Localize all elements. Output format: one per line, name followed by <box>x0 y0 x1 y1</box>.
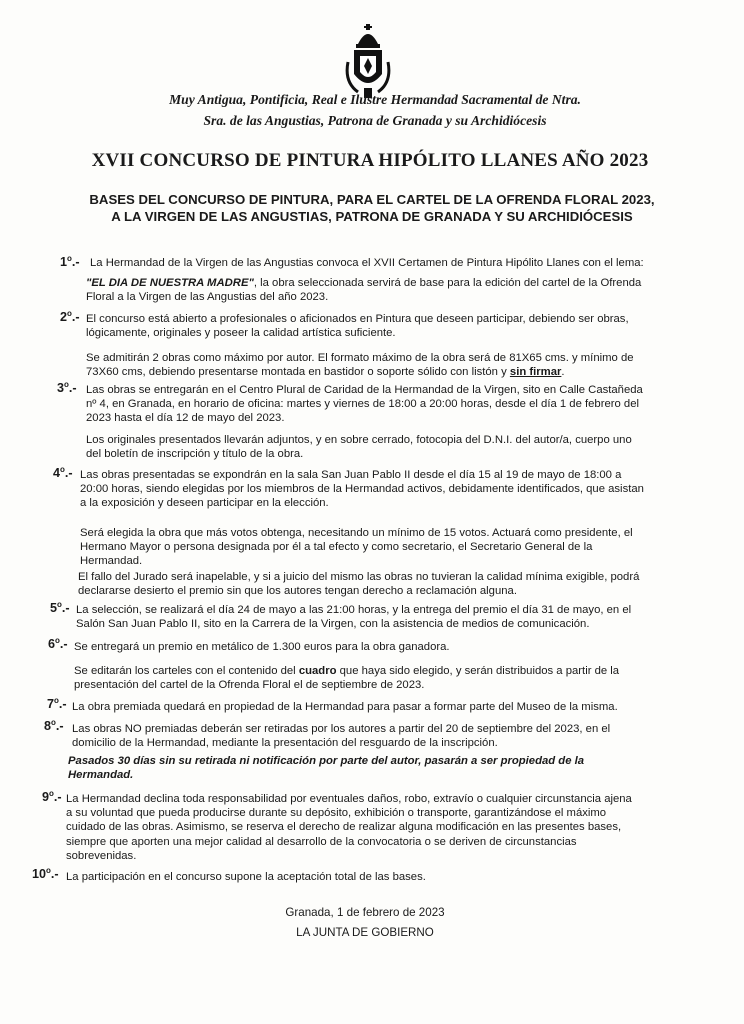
base-6-line3: presentación del cartel de la Ofrenda Floral el de septiembre de 2023. <box>74 679 425 692</box>
base-2 <box>86 312 686 340</box>
base-9-line5: sobrevenidas. <box>66 849 137 862</box>
signatory: LA JUNTA DE GOBIERNO <box>296 926 434 939</box>
base-6-line2c: que haya sido elegido, y serán distribuidos a partir de la <box>339 665 620 677</box>
base-4-line4: Será elegida la obra que más votos obtenga, necesitando un mínimo de 15 votos. Actuará como presidente, el <box>80 527 633 539</box>
base-4-line5: Hermano Mayor o persona designada por él a tal efecto y como secretario, el Secretario General de la <box>80 541 593 554</box>
base-4-para2 <box>80 526 690 569</box>
base-6-line2a: Se editarán los carteles con el contenido del <box>74 665 296 677</box>
base-9-line1: La Hermandad declina toda responsabilidad por eventuales daños, robo, extravío o cualquier circunstancia ajena <box>66 793 632 805</box>
base-2-line3: Se admitirán 2 obras como máximo por autor. El formato máximo de la obra será de 81X65 cms. y mínimo de <box>86 352 634 364</box>
base-4 <box>80 468 690 511</box>
base-3-para2 <box>86 433 686 461</box>
base-8-para2 <box>68 754 690 782</box>
base-4-line7: El fallo del Jurado será inapelable, y si a juicio del mismo las obras no tuvieran la calidad mínima exigible, podrá <box>78 571 640 583</box>
base-2-line2: lógicamente, originales y poseer la calidad artística suficiente. <box>86 327 396 340</box>
base-7-line1: La obra premiada quedará en propiedad de la Hermandad para pasar a formar parte del Museo de la misma. <box>72 701 618 713</box>
base-5-line1: La selección, se realizará el día 24 de mayo a las 21:00 horas, y la entrega del premio el día 31 de mayo, en el <box>76 604 632 616</box>
base-4-line6: Hermandad. <box>80 555 143 568</box>
base-6-painting: cuadro <box>298 665 337 677</box>
base-number-2: 2$^o$.- <box>60 309 80 324</box>
base-1-line3: Floral a la Virgen de las Angustias del año 2023. <box>86 291 329 304</box>
base-2-unsigned: sin firmar <box>509 366 562 379</box>
base-8-line3: Pasados 30 días sin su retirada ni notificación por parte del autor, pasarán a ser propiedad de la <box>68 755 585 767</box>
base-8 <box>72 722 690 750</box>
document-subtitle <box>40 192 704 225</box>
base-6-para2 <box>74 664 690 692</box>
base-4-line8: declararse desierto el premio sin que los autores tengan derecho a reclamación alguna. <box>78 585 517 598</box>
base-1-motto: "EL DIA DE NUESTRA MADRE" <box>86 277 254 289</box>
base-1 <box>90 256 678 270</box>
base-2-line1: El concurso está abierto a profesionales o aficionados en Pintura que deseen participar, debiendo ser obras, <box>86 313 629 325</box>
organization-name-line1: Muy Antigua, Pontificia, Real e Ilustre Hermandad Sacramental de Ntra. <box>169 92 581 107</box>
base-4-line1: Las obras presentadas se expondrán en la sala San Juan Pablo II desde el día 15 al 19 de mayo de 18:00 a <box>80 469 622 481</box>
base-number-1: 1$^o$.- <box>60 254 80 269</box>
base-9 <box>66 792 692 863</box>
base-8-line2: domicilio de la Hermandad, mediante la presentación del resguardo de la inscripción. <box>72 737 498 750</box>
base-8-line4: Hermandad. <box>68 769 134 782</box>
base-2-para2: Se admitirán 2 obras como máximo por autor. El formato máximo de la obra será de 81X65 cms. y mínimo de 73X60 cms, debiendo presentarse montada en bastidor o soporte sólido con listón y sin firmar. <box>86 351 686 379</box>
base-9-line4: siempre que aporten una mejor calidad al desarrollo de la convocatoria o se deriven de circunstancias <box>66 835 577 848</box>
base-3-line4: Los originales presentados llevarán adjuntos, y en sobre cerrado, fotocopia del D.N.I. del autor/a, cuerpo uno <box>86 434 632 446</box>
base-6-line1: Se entregará un premio en metálico de 1.300 euros para la obra ganadora. <box>74 641 450 653</box>
base-2-line4: 73X60 cms, debiendo presentarse montada en bastidor o soporte sólido con listón y <box>86 366 507 379</box>
signing-date: Granada, 1 de febrero de 2023 <box>285 906 445 919</box>
base-number-5: 5$^o$.- <box>50 600 70 615</box>
base-number-3: 3$^o$.- <box>57 380 77 395</box>
subtitle-line1: BASES DEL CONCURSO DE PINTURA, PARA EL CARTEL DE LA OFRENDA FLORAL 2023, <box>89 192 655 207</box>
base-4-para3 <box>78 570 690 598</box>
base-1-line1: La Hermandad de la Virgen de las Angustias convoca el XVII Certamen de Pintura Hipólito Llanes con el lema: <box>90 257 644 269</box>
base-1-cont <box>86 276 676 304</box>
document-title: XVII CONCURSO DE PINTURA HIPÓLITO LLANES AÑO 2023 <box>91 150 649 171</box>
base-10-line1: La participación en el concurso supone la aceptación total de las bases. <box>66 871 426 883</box>
base-number-7: 7$^o$.- <box>47 696 67 711</box>
base-number-4: 4$^o$.- <box>53 465 73 480</box>
base-7 <box>72 700 690 714</box>
base-4-line2: 20:00 horas, siendo elegidas por los miembros de la Hermandad activos, debidamente identificados, que asistan <box>80 483 644 496</box>
base-8-line1: Las obras NO premiadas deberán ser retiradas por los autores a partir del 20 de septiembre del 2023, en el <box>72 723 611 735</box>
base-6 <box>74 640 690 654</box>
base-3-line1: Las obras se entregarán en el Centro Plural de Caridad de la Hermandad de la Virgen, sito en Calle Castañeda <box>86 384 643 396</box>
base-number-8: 8$^o$.- <box>44 718 64 733</box>
base-number-10: 10$^o$.- <box>32 866 59 881</box>
base-9-line2: a su voluntad que pueda producirse durante su depósito, exhibición o transporte, garantizándose el máximo <box>66 807 607 820</box>
base-3 <box>86 383 686 426</box>
base-9-line3: cuidado de las obras. Asimismo, se reserva el derecho de realizar alguna modificación en las presentes bases, <box>66 821 622 834</box>
base-5-line2: Salón San Juan Pablo II, sito en la Carrera de la Virgen, con la asistencia de medios de comunicación. <box>76 618 590 631</box>
base-number-9: 9$^o$.- <box>42 789 62 804</box>
base-3-line5: del boletín de inscripción y título de la obra. <box>86 448 304 461</box>
base-5 <box>76 603 690 631</box>
base-number-6: 6$^o$.- <box>48 636 68 651</box>
base-10 <box>66 870 692 884</box>
base-4-line3: a la exposición y deseen participar en la elección. <box>80 497 329 510</box>
base-3-line3: 2023 hasta el día 12 de mayo del 2023. <box>86 412 285 425</box>
base-1-line2: , la obra seleccionada servirá de base para la edición del cartel de la Ofrenda <box>253 277 642 289</box>
subtitle-line2: A LA VIRGEN DE LAS ANGUSTIAS, PATRONA DE GRANADA Y SU ARCHIDIÓCESIS <box>111 208 633 224</box>
base-3-line2: nº 4, en Granada, en horario de oficina: martes y viernes de 18:00 a 20:00 horas, desde el día 1 de febrero del <box>86 398 640 411</box>
organization-name-line2: Sra. de las Angustias, Patrona de Granada y su Archidiócesis <box>203 113 547 128</box>
